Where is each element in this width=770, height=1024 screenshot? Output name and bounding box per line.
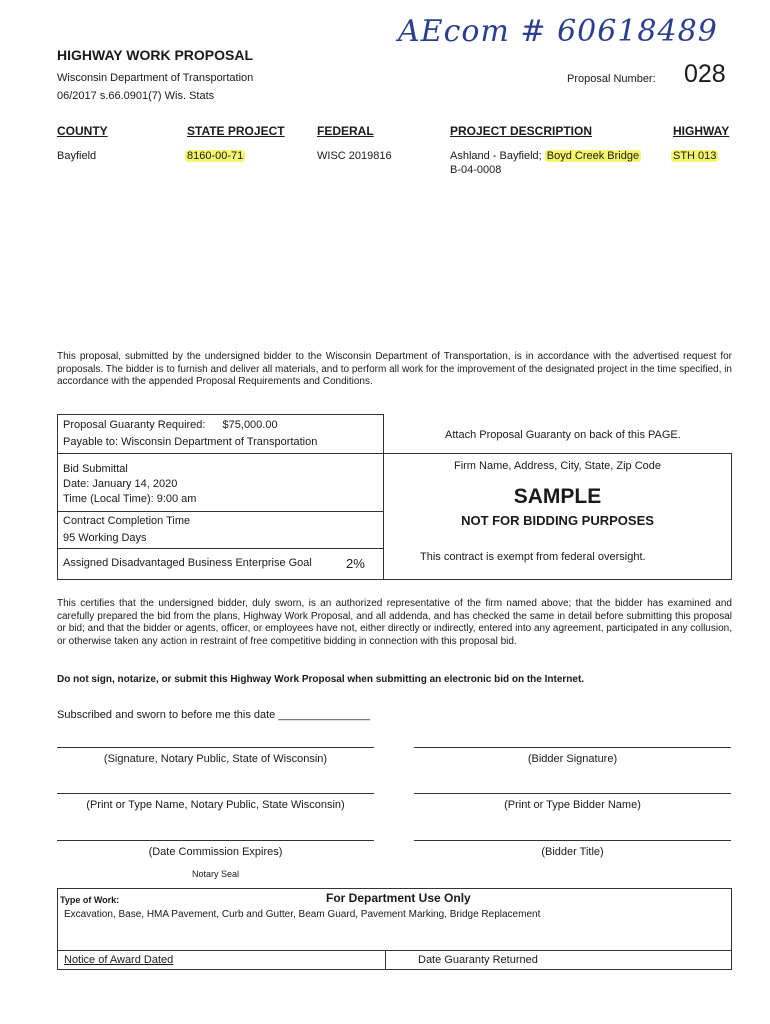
bidder-title-label: (Bidder Title) (541, 846, 604, 858)
desc-line2: B-04-0008 (450, 164, 502, 176)
guaranty-returned: Date Guaranty Returned (418, 954, 538, 966)
proposal-number-label: Proposal Number: (567, 73, 656, 85)
bid-submittal: Bid Submittal (63, 463, 128, 475)
notary-name-line (57, 793, 374, 794)
bid-date: Date: January 14, 2020 (63, 478, 178, 490)
commission-label: (Date Commission Expires) (148, 846, 283, 858)
type-of-work-label: Type of Work: (60, 895, 120, 905)
bidder-name-label: (Print or Type Bidder Name) (504, 799, 641, 811)
dept-box-divider (57, 950, 732, 951)
guaranty-required (63, 419, 278, 431)
desc-part-b: Boyd Creek Bridge (546, 150, 640, 162)
notice-of-award: Notice of Award Dated (64, 954, 174, 966)
box-row-line-1 (57, 453, 732, 454)
desc-part-a: Ashland - Bayfield; (450, 150, 545, 162)
box-top-left (57, 414, 383, 415)
box-row-line-3 (57, 548, 383, 549)
notary-signature-label: (Signature, Notary Public, State of Wisconsin) (103, 753, 328, 765)
header-federal: FEDERAL (317, 124, 374, 138)
payable-to: Payable to: Wisconsin Department of Transportation (63, 436, 318, 448)
highway-value: STH 013 (673, 150, 717, 162)
not-for-bidding: NOT FOR BIDDING PURPOSES (461, 513, 654, 528)
type-of-work-value: Excavation, Base, HMA Pavement, Curb and Gutter, Beam Guard, Pavement Marking, Bridge Replacement (64, 909, 541, 920)
firm-label: Firm Name, Address, City, State, Zip Code (453, 460, 662, 472)
header-highway: HIGHWAY (673, 124, 730, 138)
electronic-bid-warning: Do not sign, notarize, or submit this Highway Work Proposal when submitting an electronic bid on the Internet. (57, 674, 585, 685)
subscribed-line: Subscribed and sworn to before me this date _______________ (57, 709, 371, 721)
bidder-signature-label: (Bidder Signature) (527, 753, 618, 765)
sample-watermark: SAMPLE (513, 485, 602, 508)
guaranty-label: Proposal Guaranty Required: (63, 419, 206, 431)
exempt-note: This contract is exempt from federal oversight. (420, 551, 646, 563)
federal-value: WISC 2019816 (317, 150, 392, 162)
header-project-description: PROJECT DESCRIPTION (450, 124, 593, 138)
notary-seal: Notary Seal (191, 869, 240, 879)
dbe-label: Assigned Disadvantaged Business Enterprise Goal (63, 557, 312, 569)
header-county: COUNTY (57, 124, 108, 138)
bid-time: Time (Local Time): 9:00 am (63, 493, 197, 505)
dept-name: Wisconsin Department of Transportation (57, 72, 254, 84)
project-description (450, 150, 641, 162)
notary-signature-line (57, 747, 374, 748)
form-title: HIGHWAY WORK PROPOSAL (57, 47, 254, 63)
box-left-edge (57, 414, 58, 580)
handwritten-note: AEcom # 60618489 (398, 14, 718, 49)
bidder-title-line (414, 840, 731, 841)
bidder-signature-line (414, 747, 731, 748)
certify-paragraph: This certifies that the undersigned bidder, duly sworn, is an authorized representative of the firm named above; that the bidder has examined and carefully prepared the bid from the plans, Highway Work Proposal, and all addenda, and has checked the same in detail before submitting this proposal or bid; and that the bidder or agents, officer, or employees have not, either directly or indirectly, entered into any agreement, participated in any collusion, or otherwise taken any action in restraint of free competitive bidding in connection with this proposal bid. (57, 598, 732, 647)
dbe-value: 2% (346, 556, 365, 571)
guaranty-amount: $75,000.00 (222, 419, 278, 431)
header-state-project: STATE PROJECT (187, 124, 285, 138)
box-right-edge (731, 453, 732, 580)
commission-line (57, 840, 374, 841)
state-project-value: 8160-00-71 (187, 150, 244, 162)
intro-paragraph: This proposal, submitted by the undersigned bidder to the Wisconsin Department of Transportation, is in accordance with the advertised request for proposals. The bidder is to furnish and deliver all materials, and to perform all work for the improvement of the designated project in the time specified, in accordance with the appended Proposal Requirements and Conditions. (57, 351, 732, 387)
proposal-number: 028 (684, 60, 726, 88)
county-value: Bayfield (57, 150, 97, 162)
completion-label: Contract Completion Time (63, 515, 191, 527)
dept-box-mid (385, 950, 386, 969)
box-bottom (57, 579, 732, 580)
completion-value: 95 Working Days (63, 532, 147, 544)
box-row-line-2 (57, 511, 383, 512)
dept-use-heading: For Department Use Only (326, 891, 471, 905)
statute-line: 06/2017 s.66.0901(7) Wis. Stats (57, 90, 215, 102)
notary-name-label: (Print or Type Name, Notary Public, State Wisconsin) (86, 799, 345, 811)
attach-guaranty: Attach Proposal Guaranty on back of this PAGE. (445, 429, 681, 441)
bidder-name-line (414, 793, 731, 794)
